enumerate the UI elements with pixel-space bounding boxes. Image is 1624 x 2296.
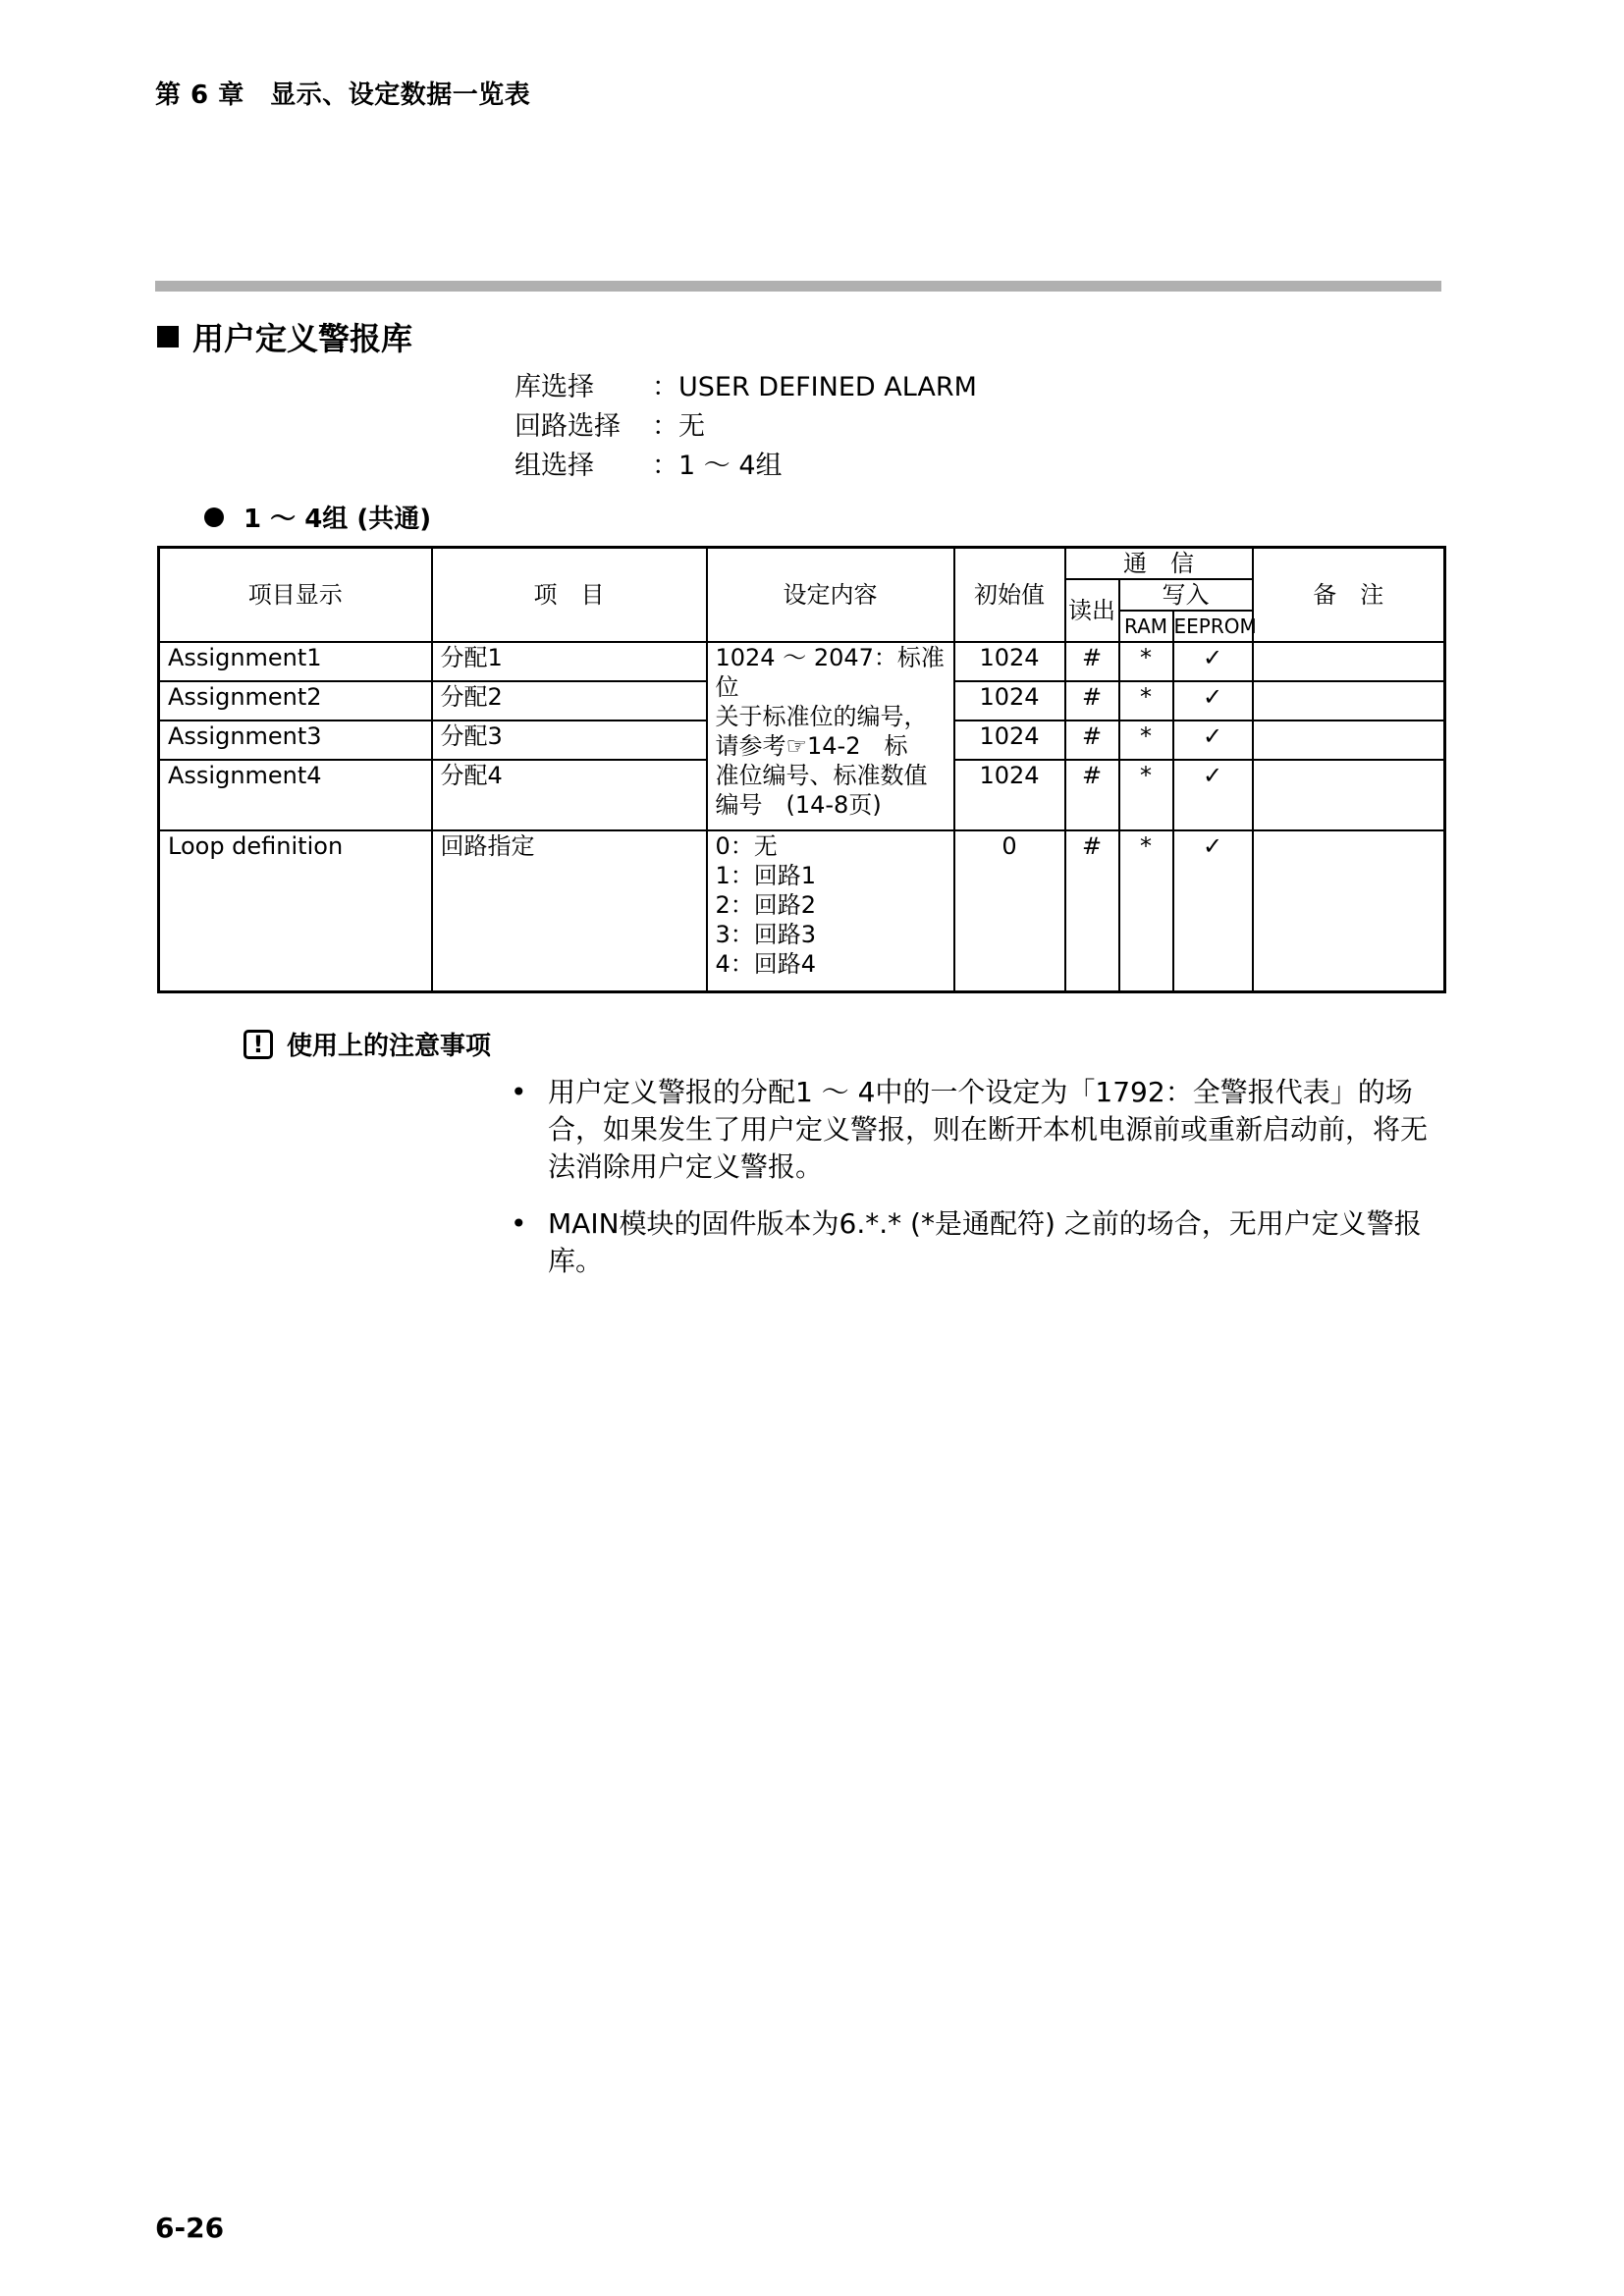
content-line: 位 — [715, 673, 739, 701]
cell-loop-content — [707, 830, 954, 992]
page-number: 6-26 — [155, 2212, 225, 2244]
meta-bank — [514, 365, 977, 403]
content-line: 4：回路4 — [715, 950, 817, 978]
cell-display: Assignment4 — [159, 760, 432, 830]
content-line: 请参考☞14-2 标 — [715, 732, 908, 760]
col-header-note: 备 注 — [1253, 548, 1445, 643]
col-header-display: 项目显示 — [159, 548, 432, 643]
cell-init: 1024 — [954, 760, 1065, 830]
cell-init: 1024 — [954, 681, 1065, 721]
chapter-header: 第 6 章 显示、设定数据一览表 — [155, 80, 531, 110]
section-title: 用户定义警报库 — [192, 320, 413, 357]
section-divider — [155, 281, 1441, 292]
settings-table — [157, 546, 1446, 993]
table-row — [159, 642, 1445, 681]
meta-value: ：USER DEFINED ALARM — [652, 372, 977, 402]
bullet-icon: • — [511, 1207, 527, 1240]
cell-read: # — [1065, 642, 1119, 681]
cell-note — [1253, 681, 1445, 721]
caution-text: MAIN模块的固件版本为6.*.* (*是通配符) 之前的场合，无用户定义警报库。 — [548, 1207, 1422, 1277]
cell-note — [1253, 830, 1445, 992]
col-header-write: 写入 — [1119, 579, 1253, 611]
cell-display: Assignment3 — [159, 721, 432, 760]
caution-item — [511, 1074, 1439, 1186]
bullet-icon: • — [511, 1076, 527, 1108]
meta-key: 库选择 — [514, 372, 594, 402]
col-header-init: 初始值 — [954, 548, 1065, 643]
cell-display: Assignment1 — [159, 642, 432, 681]
col-header-item: 项 目 — [432, 548, 707, 643]
cell-item: 回路指定 — [432, 830, 707, 992]
meta-value: ：1 ～ 4组 — [652, 451, 783, 481]
cell-ram: * — [1119, 830, 1173, 992]
check-icon: ✓ — [1173, 721, 1253, 760]
cell-ram: * — [1119, 681, 1173, 721]
content-line: 准位编号、标准数值 — [715, 762, 928, 789]
col-header-read: 读出 — [1065, 579, 1119, 642]
caution-item — [511, 1205, 1439, 1280]
cell-init: 0 — [954, 830, 1065, 992]
content-line: 1：回路1 — [715, 862, 817, 889]
meta-key: 组选择 — [514, 451, 594, 481]
cell-init: 1024 — [954, 721, 1065, 760]
cell-read: # — [1065, 760, 1119, 830]
content-line: 0：无 — [715, 832, 778, 860]
content-line: 3：回路3 — [715, 921, 817, 948]
cell-display: Assignment2 — [159, 681, 432, 721]
meta-group — [514, 444, 783, 482]
cell-note — [1253, 760, 1445, 830]
subsection-heading — [204, 499, 431, 535]
section-heading — [157, 314, 412, 359]
check-icon: ✓ — [1173, 830, 1253, 992]
circle-bullet-icon — [204, 507, 224, 527]
cell-item: 分配2 — [432, 681, 707, 721]
content-line: 关于标准位的编号， — [715, 703, 928, 730]
col-header-eeprom: EEPROM — [1173, 611, 1253, 642]
meta-key: 回路选择 — [514, 411, 621, 442]
check-icon: ✓ — [1173, 760, 1253, 830]
content-line: 1024 ～ 2047：标准 — [715, 644, 945, 671]
col-header-ram: RAM — [1119, 611, 1173, 642]
check-icon: ✓ — [1173, 681, 1253, 721]
caution-text: 用户定义警报的分配1 ～ 4中的一个设定为「1792：全警报代表」的场合，如果发生了用户定义警报，则在断开本机电源前或重新启动前，将无法消除用户定义警报。 — [548, 1076, 1429, 1183]
content-line: 编号 (14-8页) — [715, 791, 882, 819]
cell-note — [1253, 642, 1445, 681]
meta-loop — [514, 404, 705, 443]
cell-note — [1253, 721, 1445, 760]
warning-icon: ! — [244, 1030, 273, 1059]
cell-read: # — [1065, 830, 1119, 992]
content-line: 2：回路2 — [715, 891, 817, 919]
check-icon: ✓ — [1173, 642, 1253, 681]
table-row — [159, 830, 1445, 992]
caution-title: 使用上的注意事项 — [287, 1032, 492, 1061]
caution-heading — [244, 1026, 491, 1062]
cell-item: 分配4 — [432, 760, 707, 830]
col-header-comm: 通 信 — [1065, 548, 1253, 580]
cell-item: 分配1 — [432, 642, 707, 681]
meta-value: ：无 — [652, 411, 705, 442]
cell-display: Loop definition — [159, 830, 432, 992]
col-header-content: 设定内容 — [707, 548, 954, 643]
cell-ram: * — [1119, 642, 1173, 681]
cell-read: # — [1065, 721, 1119, 760]
cell-read: # — [1065, 681, 1119, 721]
square-bullet-icon — [157, 326, 179, 347]
subsection-title: 1 ～ 4组 (共通) — [244, 505, 432, 534]
cell-assign-content — [707, 642, 954, 830]
cell-ram: * — [1119, 721, 1173, 760]
cell-ram: * — [1119, 760, 1173, 830]
cell-item: 分配3 — [432, 721, 707, 760]
cell-init: 1024 — [954, 642, 1065, 681]
